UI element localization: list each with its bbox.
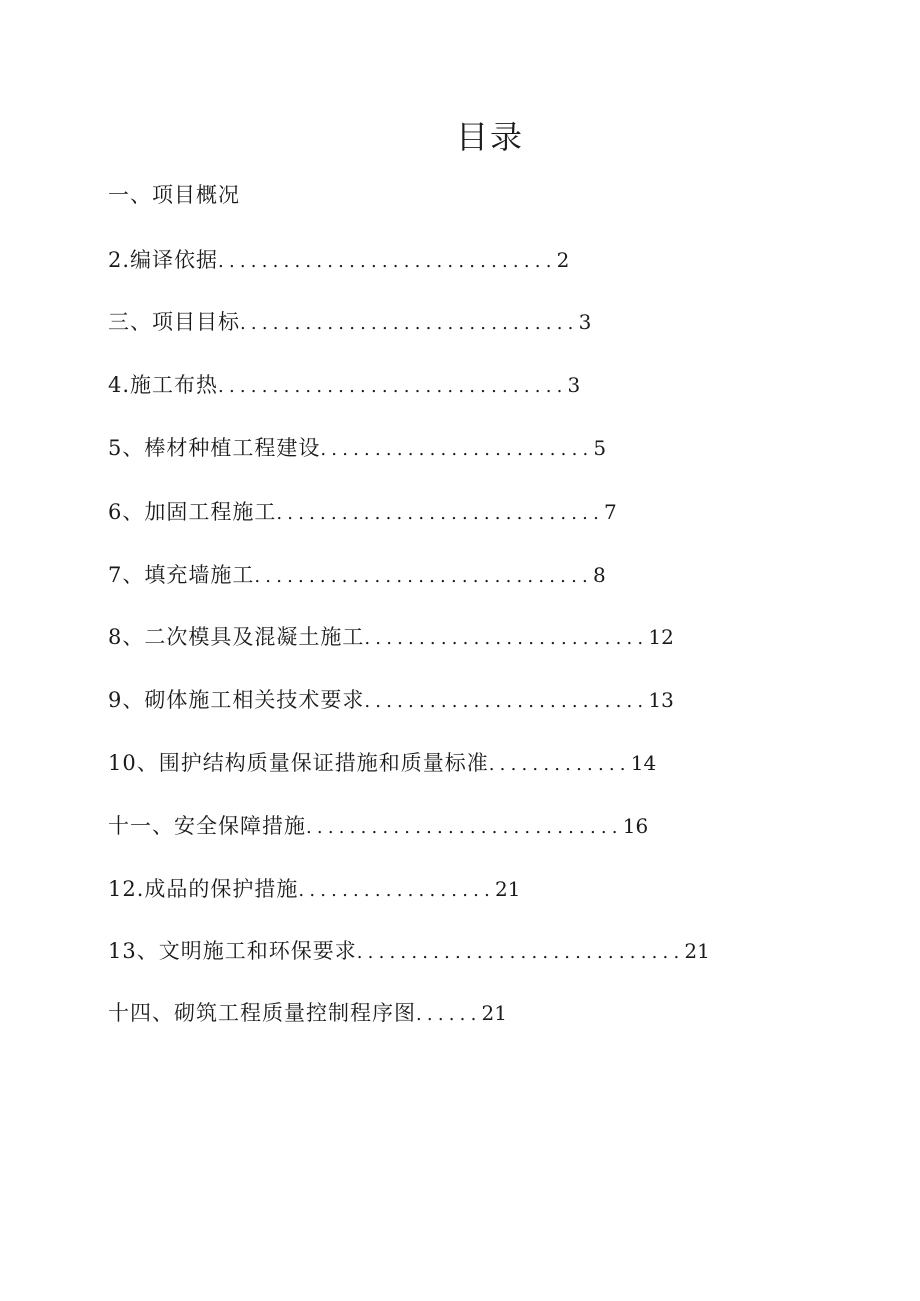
toc-entry[interactable] (108, 307, 591, 337)
toc-dot-leader: ............. (488, 754, 631, 775)
toc-entry[interactable] (108, 998, 507, 1028)
toc-page-number: 21 (684, 939, 710, 963)
toc-page-number: 3 (567, 373, 581, 397)
toc-entry-label: 6、加固工程施工 (108, 500, 277, 524)
toc-page-number: 12 (648, 625, 674, 649)
page-title: 目录 (455, 118, 524, 156)
toc-page-number: 21 (481, 1001, 507, 1025)
toc-dot-leader: .......................... (364, 691, 649, 712)
toc-page-number: 3 (578, 310, 592, 334)
toc-entry[interactable] (108, 245, 569, 275)
toc-entry-label: 7、填充墙施工 (108, 563, 255, 587)
toc-entry-label: 2.编译依据 (108, 248, 219, 272)
toc-dot-leader: ............................. (306, 817, 623, 838)
toc-page-number: 13 (648, 688, 674, 712)
toc-entry[interactable] (108, 370, 580, 400)
toc-dot-leader: ............................... (240, 313, 579, 334)
toc-entry[interactable] (108, 433, 606, 463)
toc-page-number: 14 (630, 751, 657, 775)
toc-dot-leader: .......................... (364, 628, 649, 649)
toc-dot-leader: .............................. (276, 503, 605, 524)
toc-page-number: 16 (622, 814, 649, 838)
toc-entry-label: 4.施工布热 (108, 373, 219, 397)
toc-dot-leader: .............................. (356, 942, 685, 963)
toc-dot-leader: ...... (416, 1004, 482, 1025)
toc-entry[interactable] (108, 685, 674, 715)
toc-entry-label: 8、二次模具及混凝土施工 (108, 625, 365, 649)
toc-dot-leader: ................................ (218, 376, 568, 397)
toc-entry-label: 9、砌体施工相关技术要求 (108, 688, 365, 712)
toc-entry-label: 一、项目概况 (108, 183, 240, 207)
toc-page-number: 2 (556, 248, 570, 272)
toc-entry-label: 十四、砌筑工程质量控制程序图 (108, 1001, 416, 1025)
toc-entry[interactable] (108, 560, 606, 590)
toc-entry[interactable] (108, 180, 240, 210)
toc-entry[interactable] (108, 811, 648, 841)
toc-dot-leader: .................. (298, 880, 495, 901)
toc-entry-label: 5、棒材种植工程建设 (108, 436, 321, 460)
toc-dot-leader: ......................... (320, 439, 594, 460)
toc-entry[interactable] (108, 622, 674, 652)
toc-dot-leader: ............................... (254, 566, 593, 587)
toc-entry[interactable] (108, 497, 617, 527)
toc-entry[interactable] (108, 936, 710, 966)
toc-entry[interactable] (108, 748, 656, 778)
toc-entry[interactable] (108, 874, 520, 904)
toc-entry-label: 10、围护结构质量保证措施和质量标准 (108, 751, 489, 775)
toc-entry-label: 13、文明施工和环保要求 (108, 939, 357, 963)
toc-entry-label: 三、项目目标 (108, 310, 240, 334)
toc-entry-label: 十一、安全保障措施 (108, 814, 306, 838)
toc-page-number: 7 (604, 500, 617, 524)
toc-page-number: 8 (592, 563, 606, 587)
toc-entry-label: 12.成品的保护措施 (108, 877, 299, 901)
toc-dot-leader: ............................... (218, 251, 557, 272)
toc-page-number: 5 (593, 436, 607, 460)
toc-page-number: 21 (495, 877, 521, 901)
